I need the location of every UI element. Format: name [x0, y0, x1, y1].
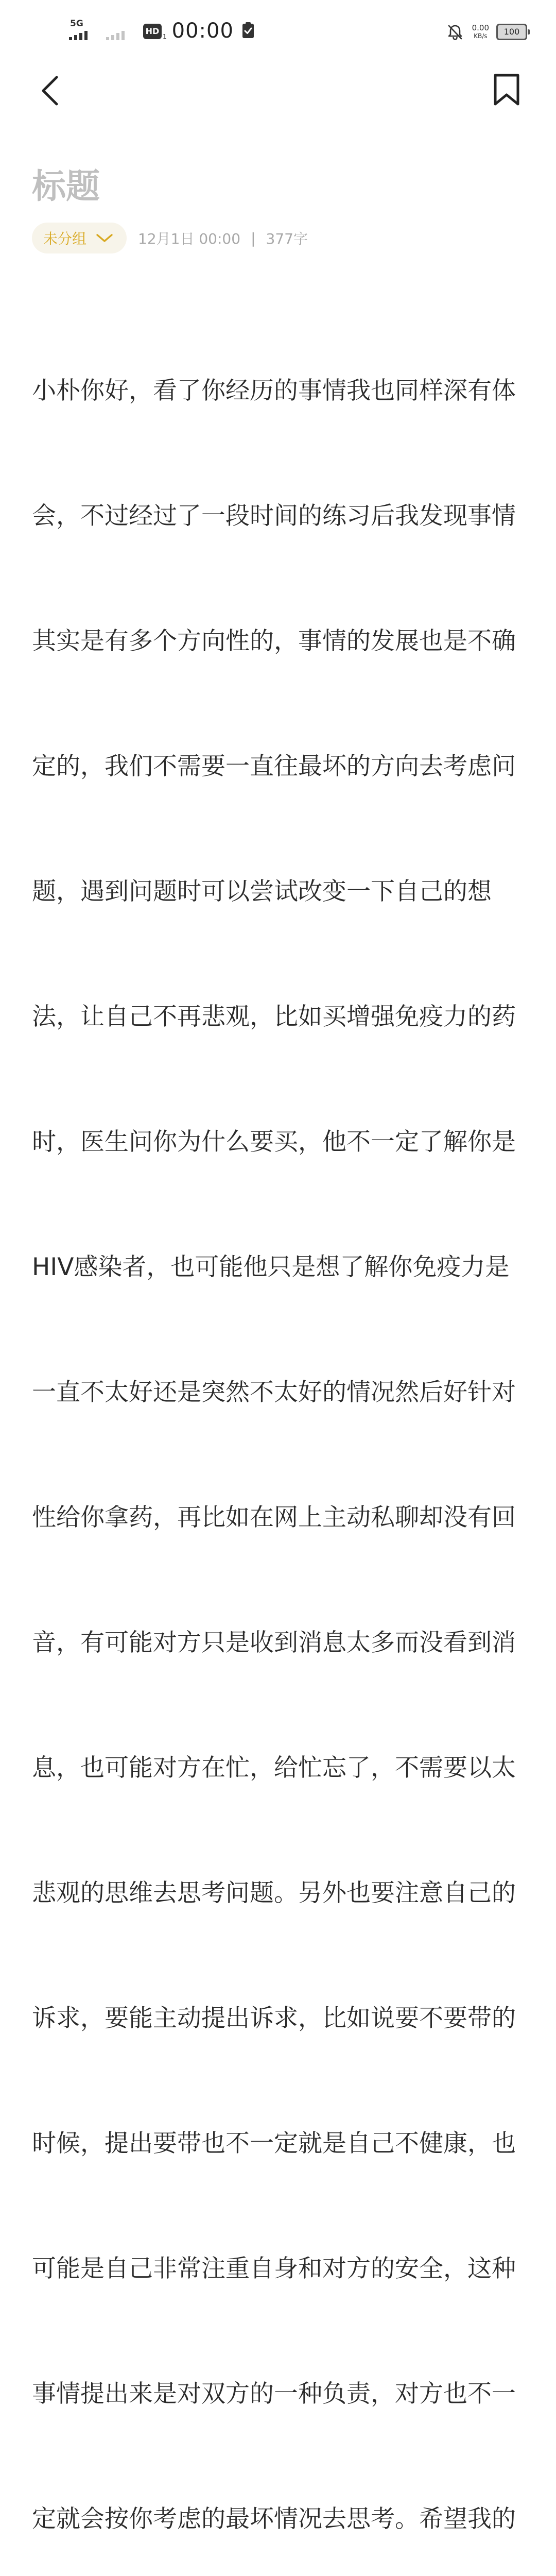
- note-title[interactable]: 标题: [32, 166, 100, 206]
- hd-sub-label: 1: [163, 33, 167, 40]
- status-bar: [0, 0, 556, 62]
- status-bar-left: [69, 20, 254, 42]
- signal-icon: [69, 20, 96, 42]
- back-button[interactable]: [36, 71, 67, 107]
- body-line: 音，有可能对方只是收到消息太多而没看到消: [32, 1629, 516, 1657]
- bell-off-icon: [446, 23, 464, 41]
- body-line: 定就会按你考虑的最坏情况去思考。希望我的: [32, 2505, 516, 2533]
- body-line: 一直不太好还是突然不太好的情况然后好针对: [32, 1378, 516, 1406]
- bookmark-icon: [491, 71, 522, 107]
- group-label: 未分组: [43, 230, 87, 247]
- body-line: 事情提出来是对双方的一种负责，对方也不一: [32, 2380, 516, 2408]
- body-line: 息，也可能对方在忙，给忙忘了，不需要以太: [32, 1754, 516, 1782]
- body-line: 其实是有多个方向性的，事情的发展也是不确: [32, 627, 516, 655]
- net-speed-value: 0.00: [472, 23, 489, 32]
- chevron-down-icon: [96, 233, 113, 243]
- body-line: 小朴你好，看了你经历的事情我也同样深有体: [32, 377, 516, 405]
- bookmark-button[interactable]: [491, 71, 522, 107]
- body-line: 悲观的思维去思考问题。另外也要注意自己的: [32, 1879, 516, 1907]
- network-type-label: 5G: [70, 19, 83, 29]
- signal-2-icon: [106, 20, 133, 42]
- status-time: 00:00: [171, 19, 234, 43]
- body-line: 时，医生问你为什么要买，他不一定了解你是: [32, 1128, 516, 1156]
- body-line: 会，不过经过了一段时间的练习后我发现事情: [32, 502, 516, 530]
- body-line: HIV感染者，也可能他只是想了解你免疫力是: [32, 1253, 510, 1281]
- note-meta: [32, 223, 308, 253]
- check-shield-icon: [242, 22, 254, 39]
- group-selector[interactable]: [32, 223, 127, 253]
- chevron-left-icon: [36, 71, 67, 107]
- body-line: 题，遇到问题时可以尝试改变一下自己的想: [32, 877, 492, 906]
- body-line: 性给你拿药，再比如在网上主动私聊却没有回: [32, 1503, 516, 1532]
- body-line: 定的，我们不需要一直往最坏的方向去考虑问: [32, 752, 516, 781]
- body-line: 诉求，要能主动提出诉求，比如说要不要带的: [32, 2004, 516, 2032]
- hd-icon: HD: [143, 24, 162, 39]
- body-line: 时候，提出要带也不一定就是自己不健康，也: [32, 2129, 516, 2158]
- note-date: 12月1日 00:00: [138, 230, 241, 247]
- battery-icon: 100: [496, 24, 527, 40]
- body-line: 法，让自己不再悲观，比如买增强免疫力的药: [32, 1003, 516, 1031]
- status-bar-right: [446, 21, 527, 43]
- meta-separator: |: [251, 229, 256, 247]
- net-speed-unit: KB/s: [474, 32, 488, 40]
- body-line: 可能是自己非常注重自身和对方的安全，这种: [32, 2255, 516, 2283]
- note-body[interactable]: [32, 286, 527, 2576]
- net-speed: [472, 24, 489, 40]
- word-count: 377字: [266, 230, 308, 247]
